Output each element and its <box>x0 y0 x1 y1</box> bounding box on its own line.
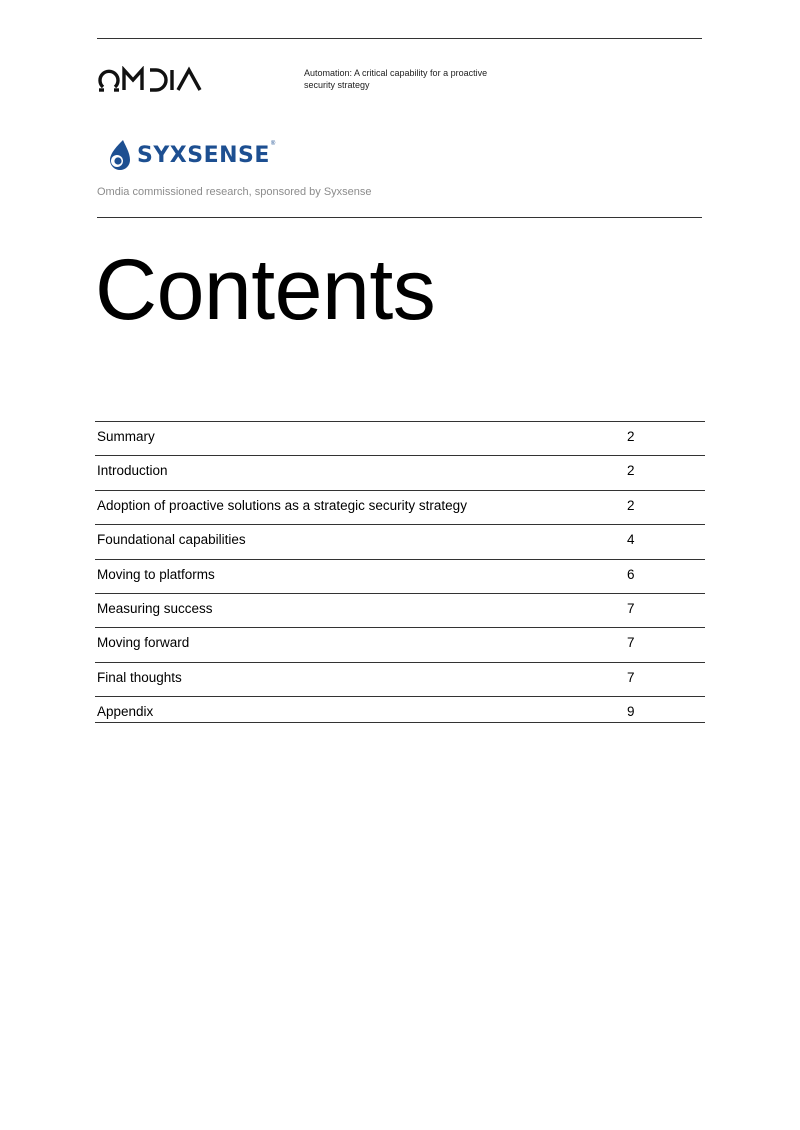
toc-row-introduction[interactable] <box>95 456 705 490</box>
toc-label: Appendix <box>97 704 154 720</box>
page-title: Contents <box>95 242 436 338</box>
toc-label: Introduction <box>97 463 168 479</box>
toc-page-number: 7 <box>627 669 635 685</box>
toc-label: Moving to platforms <box>97 566 215 582</box>
toc-row-adoption[interactable] <box>95 491 705 525</box>
toc-row-measuring-success[interactable] <box>95 594 705 628</box>
omdia-logo <box>98 66 204 94</box>
toc-page-number: 2 <box>627 429 635 444</box>
sponsor-logo <box>108 139 275 172</box>
toc-row-moving-to-platforms[interactable] <box>95 560 705 594</box>
toc-row-foundational-capabilities[interactable] <box>95 525 705 559</box>
toc-page-number: 4 <box>627 532 635 548</box>
toc-label: Summary <box>97 429 155 444</box>
toc-label: Adoption of proactive solutions as a strategic security strategy <box>97 497 467 513</box>
toc-page-number: 6 <box>627 566 635 582</box>
toc-row-summary[interactable] <box>95 422 705 456</box>
toc-page-number: 7 <box>627 635 635 651</box>
header-bottom-rule <box>97 217 702 218</box>
document-title: Automation: A critical capability for a proactive security strategy <box>304 68 488 90</box>
toc-label: Moving forward <box>97 635 190 651</box>
toc-row-appendix[interactable] <box>95 697 705 723</box>
sponsor-name: SYXSENSE <box>137 142 270 168</box>
registered-mark: ® <box>270 141 276 147</box>
toc-row-moving-forward[interactable] <box>95 628 705 662</box>
toc-label: Foundational capabilities <box>97 532 246 548</box>
header-top-rule <box>97 38 702 39</box>
droplet-icon <box>108 139 132 172</box>
table-of-contents <box>95 421 705 723</box>
commission-note: Omdia commissioned research, sponsored by Syxsense <box>97 186 372 198</box>
toc-page-number: 2 <box>627 463 635 479</box>
toc-label: Measuring success <box>97 600 213 616</box>
toc-row-final-thoughts[interactable] <box>95 663 705 697</box>
toc-page-number: 7 <box>627 600 635 616</box>
toc-page-number: 9 <box>627 704 635 720</box>
toc-page-number: 2 <box>627 497 635 513</box>
toc-label: Final thoughts <box>97 669 182 685</box>
